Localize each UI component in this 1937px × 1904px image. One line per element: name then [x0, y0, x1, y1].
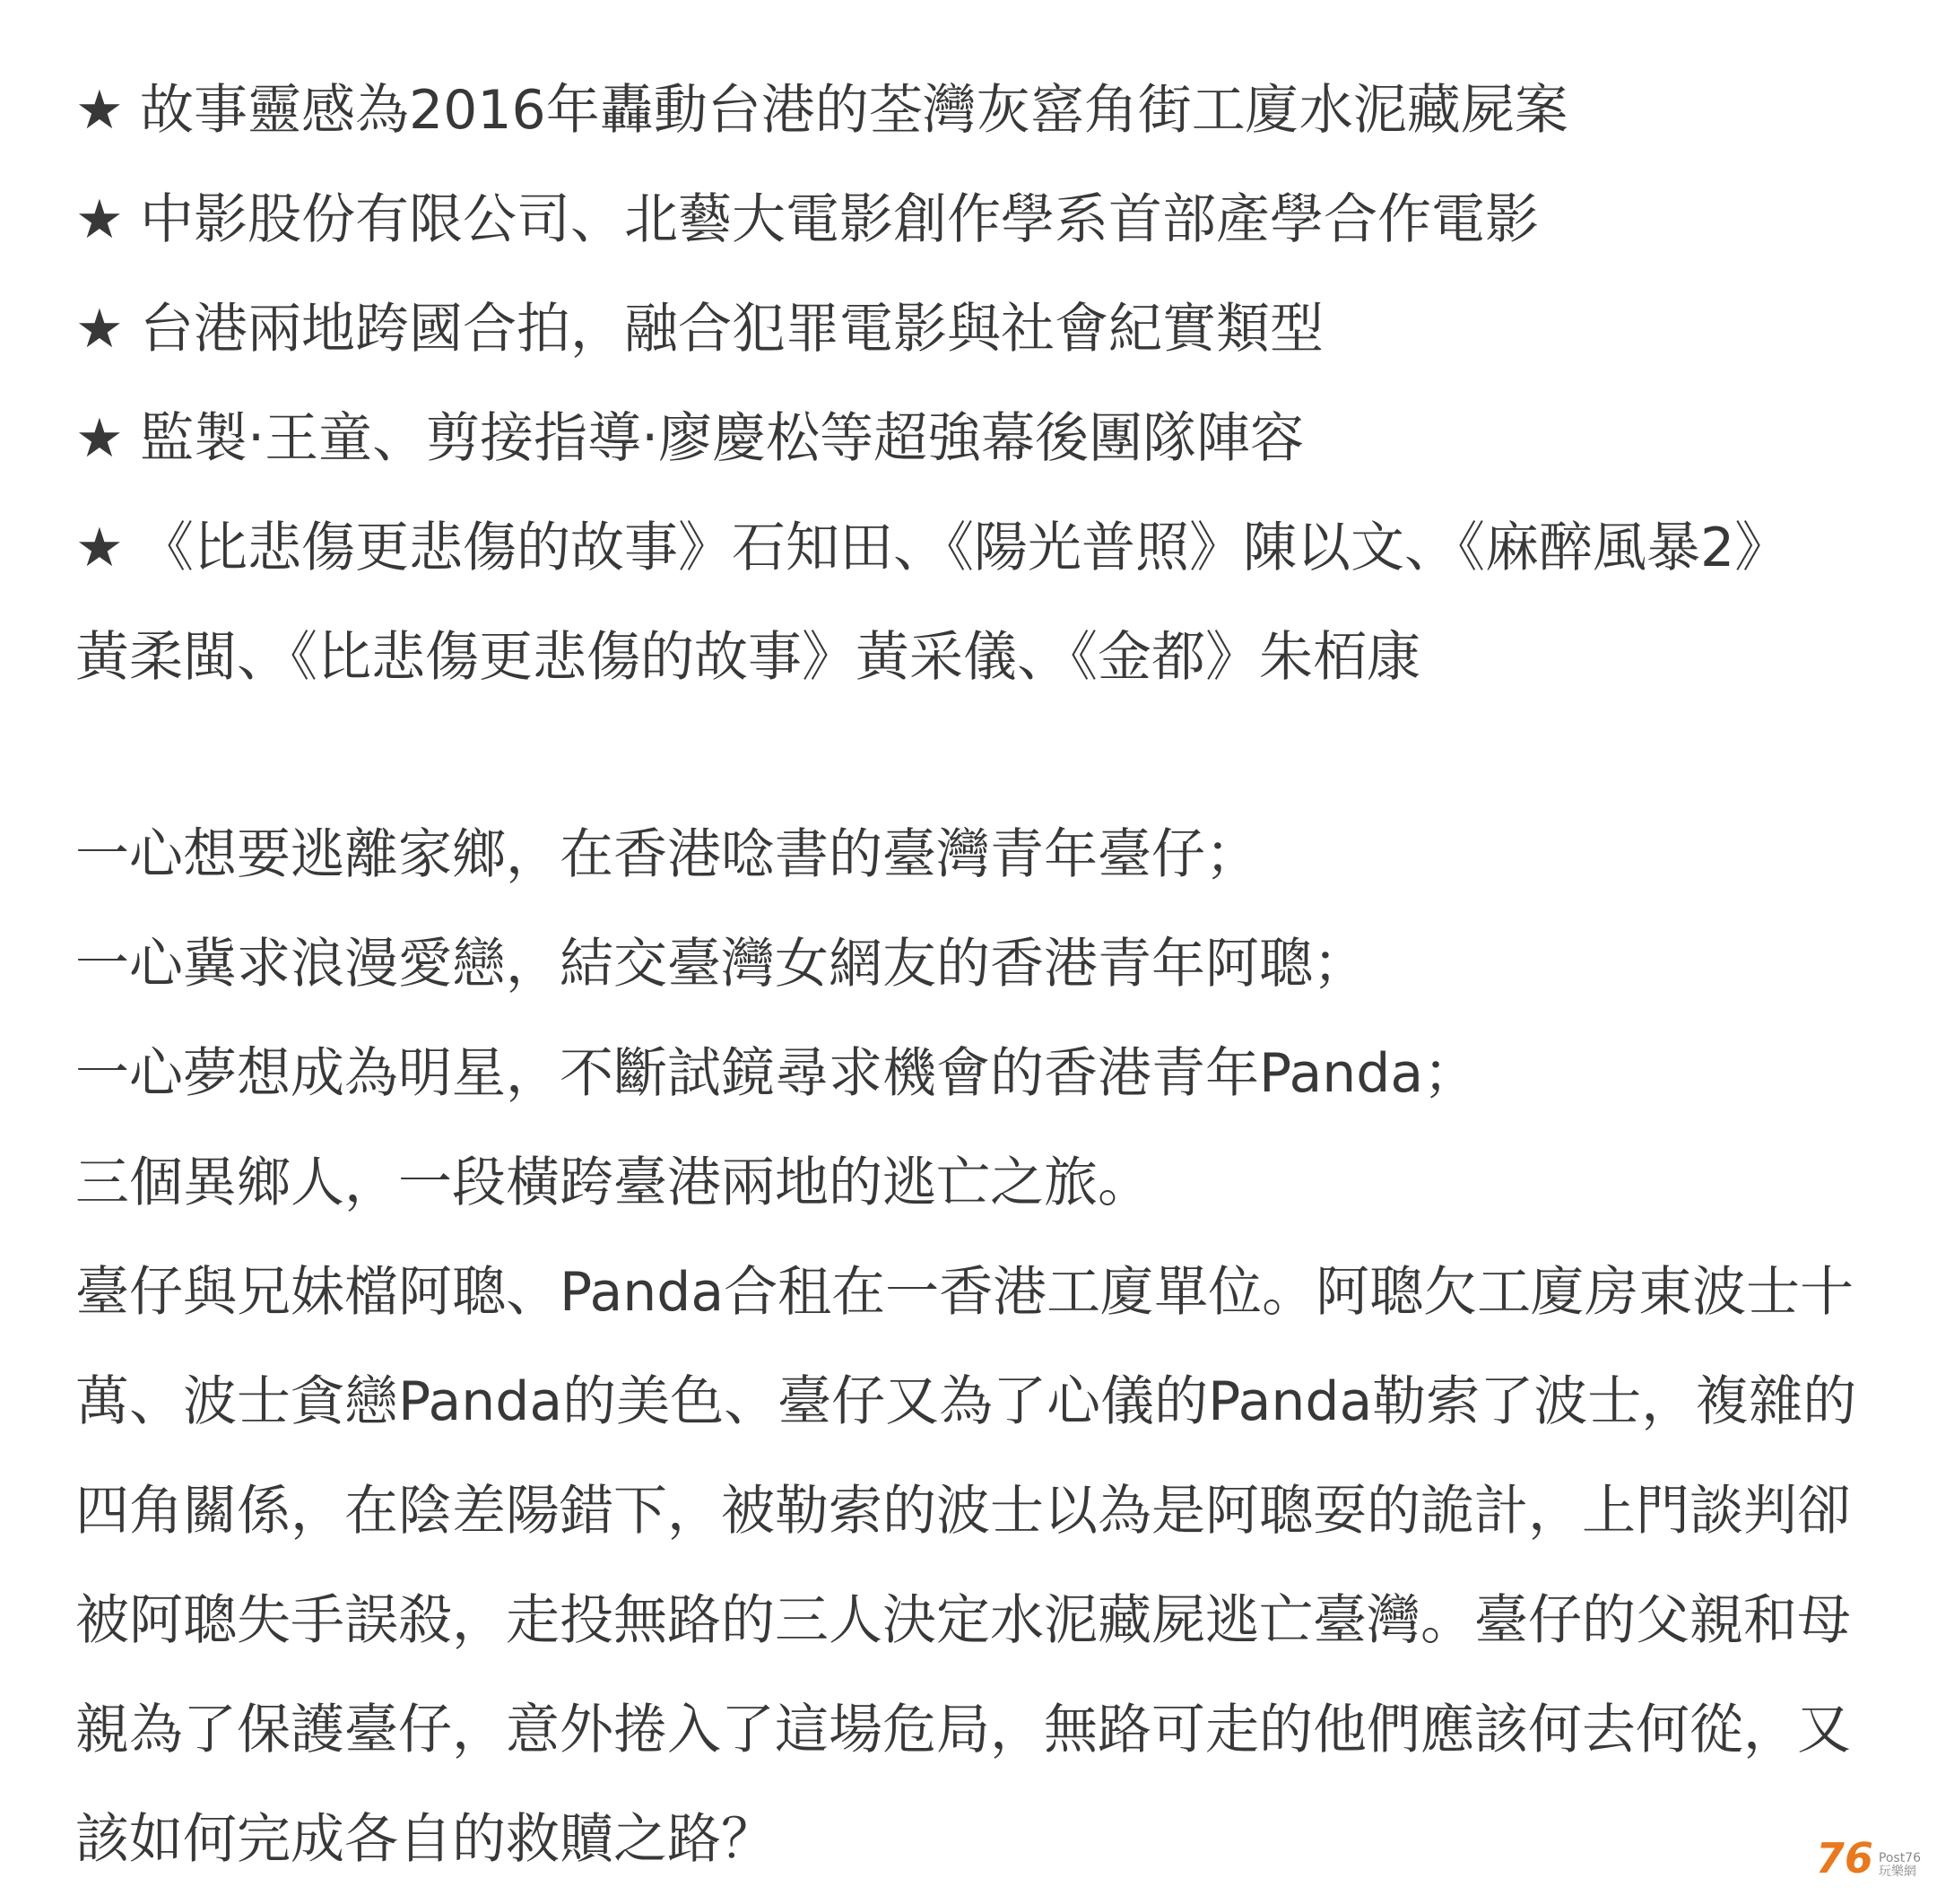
highlight-text: 故事靈感為2016年轟動台港的荃灣灰窰角街工廈水泥藏屍案 — [140, 79, 1568, 142]
highlight-text: 《比悲傷更悲傷的故事》石知田、《陽光普照》陳以文、《麻醉風暴2》 — [140, 517, 1789, 579]
star-icon: ★ — [75, 298, 124, 361]
synopsis-body-line: 四角關係，在陰差陽錯下，被勒索的波士以為是阿聰耍的詭計，上門談判卻 — [75, 1480, 1851, 1543]
synopsis-body-line: 萬、波士貪戀Panda的美色、臺仔又為了心儀的Panda勒索了波士，複雜的 — [75, 1370, 1857, 1433]
highlight-text: 台港兩地跨國合拍，融合犯罪電影與社會紀實類型 — [140, 298, 1324, 361]
synopsis-body-line: 被阿聰失手誤殺，走投無路的三人決定水泥藏屍逃亡臺灣。臺仔的父親和母 — [75, 1589, 1851, 1652]
watermark-text — [1879, 1852, 1921, 1879]
star-icon: ★ — [75, 407, 124, 470]
synopsis-body-line: 該如何完成各自的救贖之路？ — [75, 1808, 775, 1871]
highlight-line — [75, 384, 1878, 493]
paragraph-spacer — [75, 712, 1878, 800]
synopsis-intro-line: 一心冀求浪漫愛戀，結交臺灣女網友的香港青年阿聰； — [75, 933, 1367, 995]
synopsis-intro-line: 一心想要逃離家鄉，在香港唸書的臺灣青年臺仔； — [75, 823, 1259, 886]
highlight-text: 監製‧王童、剪接指導‧廖慶松等超強幕後團隊陣容 — [140, 407, 1305, 470]
synopsis-intro-line: 一心夢想成為明星，不斷試鏡尋求機會的香港青年Panda； — [75, 1042, 1478, 1105]
highlight-continuation: 黃柔閩、《比悲傷更悲傷的故事》黃采儀、《金都》朱栢康 — [75, 626, 1420, 689]
synopsis-body-line: 親為了保護臺仔，意外捲入了這場危局，無路可走的他們應該何去何從，又 — [75, 1699, 1851, 1761]
site-watermark — [1815, 1834, 1921, 1882]
synopsis-intro-line: 三個異鄉人，一段橫跨臺港兩地的逃亡之旅。 — [75, 1152, 1151, 1214]
synopsis-body-line: 臺仔與兄妹檔阿聰、Panda合租在一香港工廈單位。阿聰欠工廈房東波士十 — [75, 1261, 1854, 1324]
highlight-line — [75, 493, 1878, 603]
star-icon: ★ — [75, 79, 124, 142]
highlight-line — [75, 56, 1878, 165]
watermark-line2: 玩樂網 — [1878, 1865, 1916, 1879]
watermark-logo: 76 — [1815, 1834, 1873, 1882]
star-icon: ★ — [75, 188, 124, 251]
star-icon: ★ — [75, 517, 124, 579]
highlight-line — [75, 165, 1878, 274]
highlight-text: 中影股份有限公司、北藝大電影創作學系首部產學合作電影 — [140, 188, 1539, 251]
article-content — [75, 56, 1878, 1894]
highlight-line — [75, 274, 1878, 384]
watermark-line1: Post76 — [1878, 1851, 1921, 1865]
